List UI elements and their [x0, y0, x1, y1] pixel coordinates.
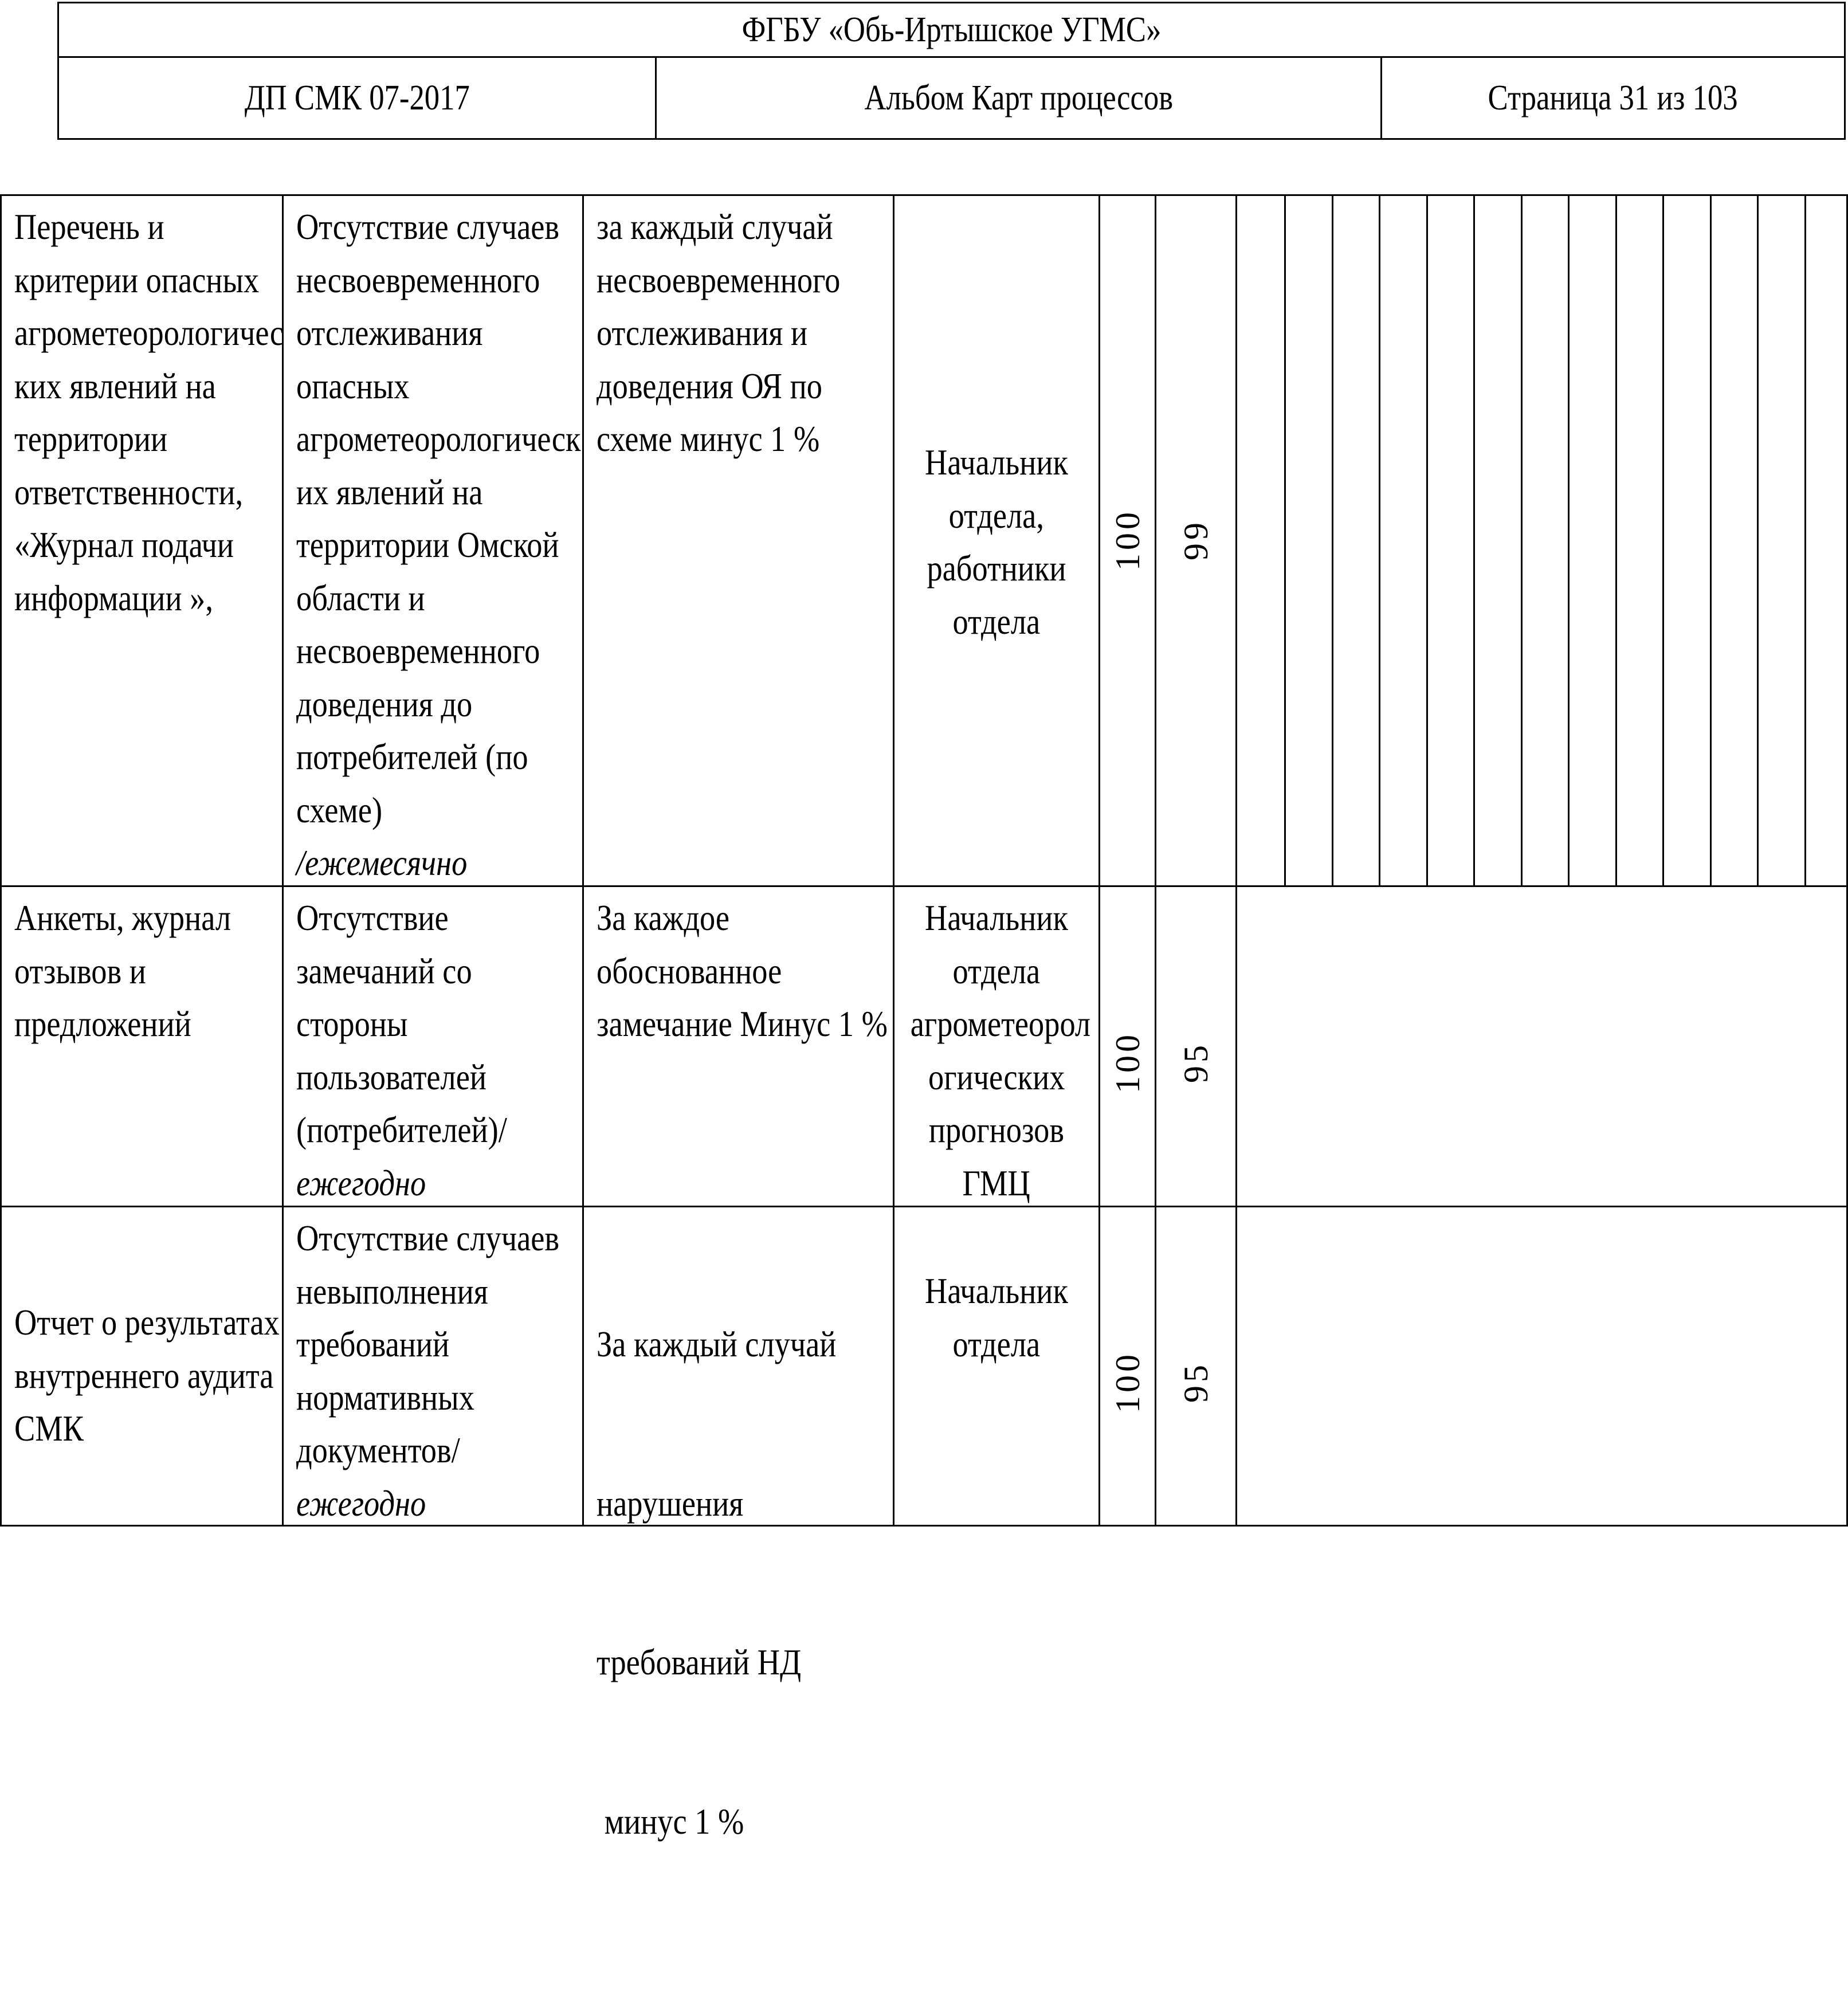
- source-text: Отчет о результатах внутреннего аудита СМК: [14, 1302, 280, 1449]
- grid-divider: [1521, 196, 1523, 885]
- source-cell: [2, 887, 284, 1206]
- criterion-text: Отсутствие случаев несвоевременного отслеживания опасных агрометеорологическ их явлений на территории Омской области и несвоевременного доведения до потребителей (по схеме) /ежемесячно: [296, 201, 580, 890]
- table-row: [2, 887, 1846, 1207]
- criterion-cell: [284, 1207, 584, 1525]
- grid-divider: [1710, 196, 1712, 885]
- periodicity-text: ежегодно: [296, 1482, 426, 1524]
- penalty-text: за каждый случай несвоевременного отслеживания и доведения ОЯ по схеме минус 1 %: [597, 206, 841, 459]
- grid-divider: [1284, 196, 1286, 885]
- penalty-cell: [584, 887, 894, 1206]
- responsible-cell: [894, 1207, 1100, 1525]
- criterion-text: Отсутствие случаев невыполнения требований нормативных документов/ ежегодно: [296, 1212, 559, 1530]
- document-code: ДП СМК 07-2017: [244, 78, 470, 117]
- max-value-cell: [1100, 196, 1156, 885]
- grid-divider: [1426, 196, 1428, 885]
- target-value-cell: [1156, 1207, 1237, 1525]
- table-row: [2, 1207, 1846, 1842]
- monthly-grid: [1237, 196, 1846, 885]
- grid-divider: [1332, 196, 1333, 885]
- grid-divider: [1662, 196, 1664, 885]
- penalty-text: За каждый случай нарушения требований НД минус 1 %: [597, 1324, 837, 1842]
- document-name: Альбом Карт процессов: [864, 78, 1173, 117]
- periodicity-text: /ежемесячно: [296, 842, 468, 883]
- grid-divider: [1473, 196, 1475, 885]
- responsible-cell: [894, 196, 1100, 885]
- responsible-text: Начальник отдела агрометеорол огических прогнозов ГМЦ: [910, 897, 1091, 1203]
- process-criteria-table: [0, 194, 1848, 1842]
- grid-divider: [1757, 196, 1759, 885]
- document-header: [57, 2, 1846, 140]
- header-info-row: [59, 58, 1844, 138]
- target-value-cell: [1156, 196, 1237, 885]
- grid-divider: [1804, 196, 1806, 885]
- organization-title: ФГБУ «Обь-Иртышское УГМС»: [59, 3, 1844, 58]
- max-value-cell: [1100, 887, 1156, 1206]
- max-value-cell: [1100, 1207, 1156, 1525]
- target-value: 99: [1176, 519, 1215, 560]
- source-text: Анкеты, журнал отзывов и предложений: [14, 897, 232, 1044]
- page-number-cell: [1382, 58, 1844, 138]
- document-name-cell: [657, 58, 1382, 138]
- penalty-cell: [584, 196, 894, 885]
- target-value: 95: [1176, 1361, 1215, 1403]
- page-label: Страница 31 из 103: [1488, 78, 1739, 117]
- table-row: [2, 196, 1846, 887]
- criterion-text: Отсутствие замечаний со стороны пользователей (потребителей)/ ежегодно: [296, 892, 507, 1210]
- max-value: 100: [1108, 1031, 1147, 1093]
- max-value: 100: [1108, 509, 1147, 571]
- source-text: Перечень и критерии опасных агрометеорологичес ких явлений на территории ответственности, «Журнал подачи информации »,: [14, 206, 284, 618]
- empty-merged-cell: [1237, 887, 1846, 1206]
- empty-merged-cell: [1237, 1207, 1846, 1525]
- source-cell: [2, 1207, 284, 1525]
- max-value: 100: [1108, 1351, 1147, 1413]
- criterion-cell: [284, 196, 584, 885]
- grid-divider: [1568, 196, 1570, 885]
- responsible-cell: [894, 887, 1100, 1206]
- penalty-cell: [584, 1207, 894, 1842]
- responsible-text: Начальник отдела, работники отдела: [925, 442, 1068, 642]
- penalty-text: За каждое обоснованное замечание Минус 1 %: [597, 897, 888, 1044]
- grid-divider: [1615, 196, 1617, 885]
- criterion-cell: [284, 887, 584, 1206]
- periodicity-text: ежегодно: [296, 1162, 426, 1203]
- responsible-text: Начальник отдела: [925, 1270, 1068, 1364]
- target-value-cell: [1156, 887, 1237, 1206]
- monthly-grid-columns: [1237, 196, 1846, 885]
- target-value: 95: [1176, 1041, 1215, 1083]
- grid-divider: [1379, 196, 1380, 885]
- source-cell: [2, 196, 284, 885]
- document-code-cell: [59, 58, 657, 138]
